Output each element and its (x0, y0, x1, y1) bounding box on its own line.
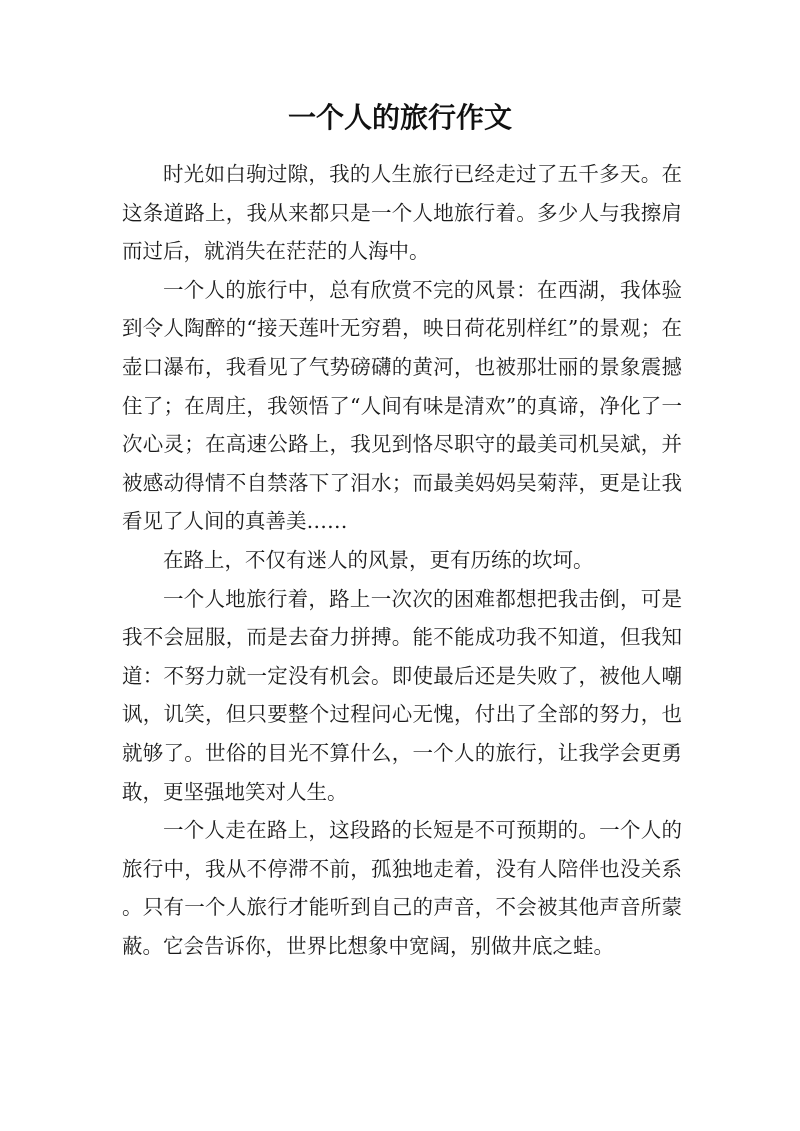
paragraph-5: 一个人走在路上，这段路的长短是不可预期的。一个人的旅行中，我从不停滞不前，孤独地走着，没有人陪伴也没关系。只有一个人旅行才能听到自己的声音，不会被其他声音所蒙蔽。它会告诉你，世界比想象中宽阔，别做井底之蛙。 (122, 818, 682, 958)
document-body (122, 155, 682, 965)
paragraph-4: 一个人地旅行着，路上一次次的困难都想把我击倒，可是我不会屈服，而是去奋力拼搏。能不能成功我不知道，但我知道：不努力就一定没有机会。即使最后还是失败了，被他人嘲讽，讥笑，但只要整个过程问心无愧，付出了全部的努力，也就够了。世俗的目光不算什么，一个人的旅行，让我学会更勇敢，更坚强地笑对人生。 (122, 586, 682, 804)
paragraph-3: 在路上，不仅有迷人的风景，更有历练的坎坷。 (163, 547, 594, 572)
paragraph-2: 一个人的旅行中，总有欣赏不完的风景：在西湖，我体验到令人陶醉的“接天莲叶无穷碧，映日荷花别样红”的景观；在壶口瀑布，我看见了气势磅礴的黄河，也被那壮丽的景象震撼住了；在周庄，我领悟了“人间有味是清欢”的真谛，净化了一次心灵；在高速公路上，我见到恪尽职守的最美司机吴斌，并被感动得情不自禁落下了泪水；而最美妈妈吴菊萍，更是让我看见了人间的真善美…… (122, 277, 682, 534)
document-title: 一个人的旅行作文 (287, 101, 512, 134)
paragraph-1: 时光如白驹过隙，我的人生旅行已经走过了五千多天。在这条道路上，我从来都只是一个人地旅行着。多少人与我擦肩而过后，就消失在茫茫的人海中。 (122, 162, 682, 264)
